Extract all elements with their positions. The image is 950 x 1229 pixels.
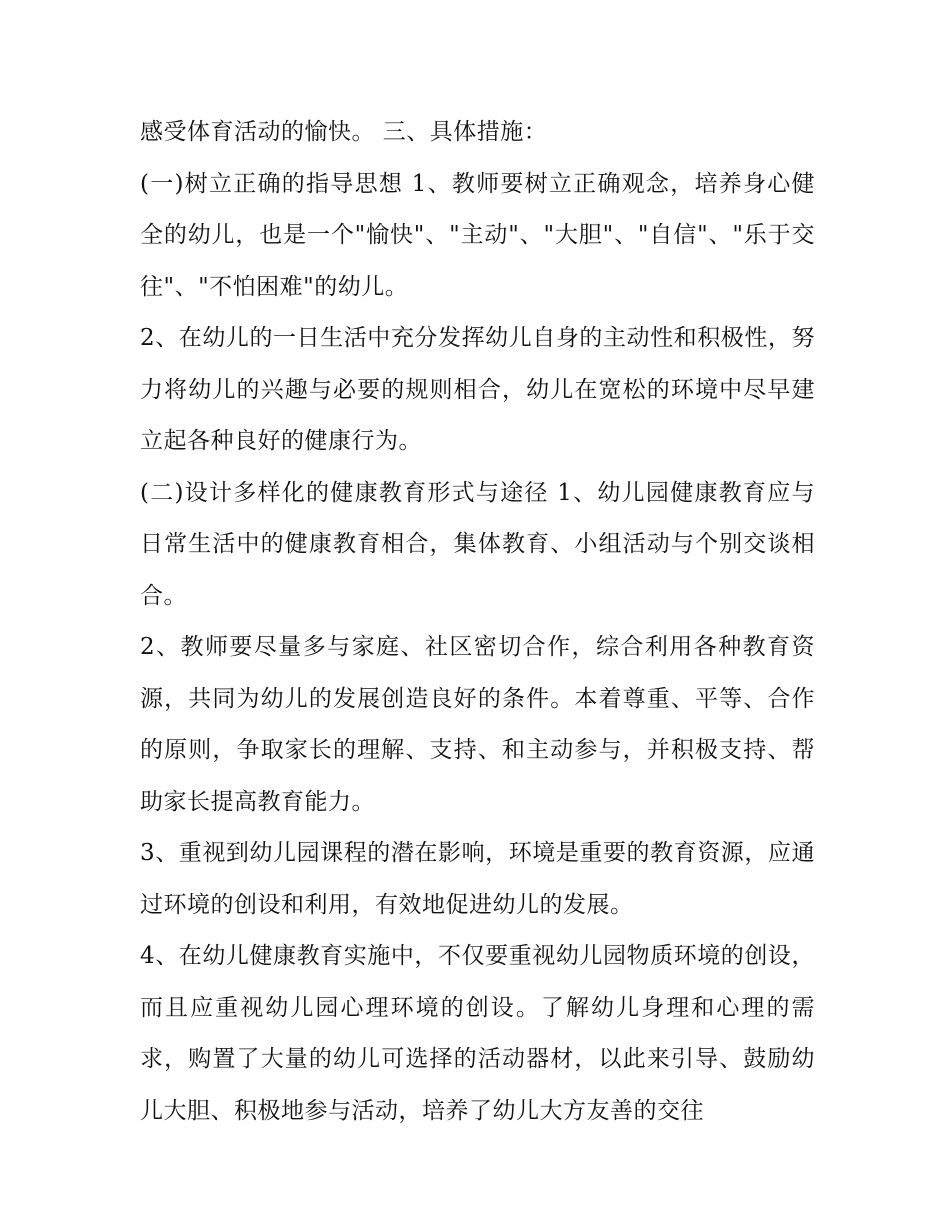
paragraph-guiding-thought: (一)树立正确的指导思想 1、教师要树立正确观念，培养身心健全的幼儿，也是一个"愉快"、"主动"、"大胆"、"自信"、"乐于交往"、"不怕困难"的幼儿。 [140,170,815,300]
paragraph-daily-life: 2、在幼儿的一日生活中充分发挥幼儿自身的主动性和积极性，努力将幼儿的兴趣与必要的规则相合，幼儿在宽松的环境中尽早建立起各种良好的健康行为。 [140,325,815,454]
paragraph-diverse-forms: (二)设计多样化的健康教育形式与途径 1、幼儿园健康教育应与日常生活中的健康教育相合，集体教育、小组活动与个别交谈相合。 [140,479,815,609]
paragraph-environment-influence: 3、重视到幼儿园课程的潜在影响，环境是重要的教育资源，应通过环境的创设和利用，有效地促进幼儿的发展。 [140,840,815,918]
document-page [140,107,815,1137]
paragraph-family-cooperation: 2、教师要尽量多与家庭、社区密切合作，综合利用各种教育资源，共同为幼儿的发展创造良好的条件。本着尊重、平等、合作的原则，争取家长的理解、支持、和主动参与，并积极支持、帮助家长提高教育能力。 [140,634,815,815]
paragraph-psychological-environment: 4、在幼儿健康教育实施中，不仅要重视幼儿园物质环境的创设，而且应重视幼儿园心理环境的创设。了解幼儿身理和心理的需求，购置了大量的幼儿可选择的活动器材，以此来引导、鼓励幼儿大胆、积极地参与活动，培养了幼儿大方友善的交往 [140,943,815,1124]
paragraph-intro: 感受体育活动的愉快。 三、具体措施： [140,119,548,145]
